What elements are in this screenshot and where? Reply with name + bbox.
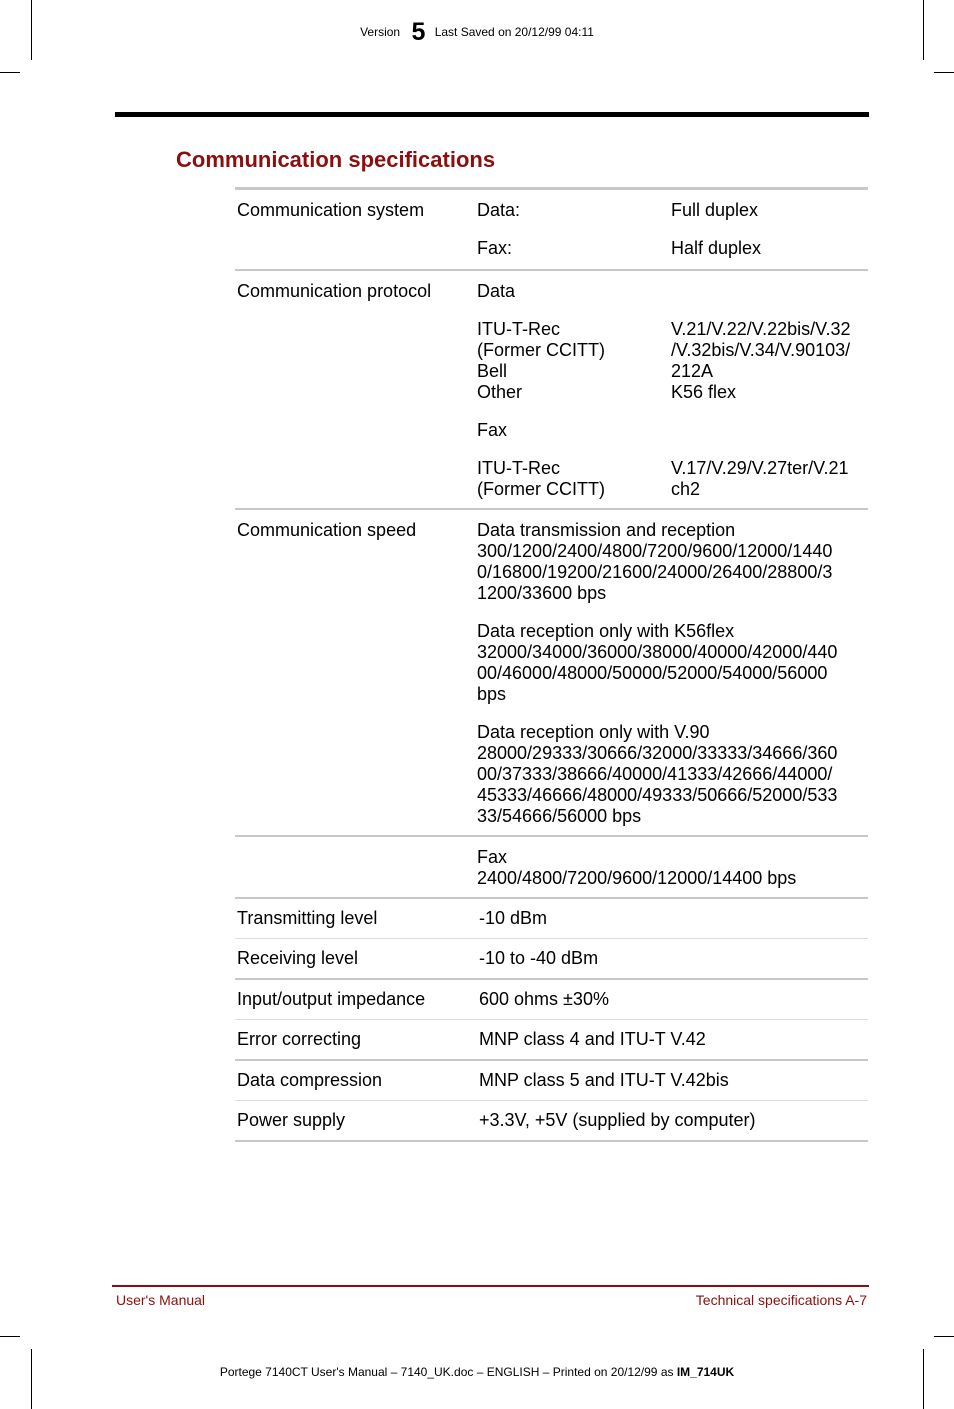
row-label: Input/output impedance — [237, 989, 426, 1009]
row-label: Transmitting level — [237, 908, 378, 928]
cell-label: ITU-T-Rec (Former CCITT) Bell Other — [477, 319, 605, 402]
cell-value: Half duplex — [671, 238, 762, 258]
row-value: +3.3V, +5V (supplied by computer) — [479, 1110, 756, 1130]
table-row — [235, 190, 868, 271]
speed-block: Data reception only with V.90 28000/29333/30666/32000/33333/34666/360 00/37333/38666/40000/41333/42666/44000/ 45333/46666/48000/49333/50666/52000/533 33/54666/56000 bps — [477, 722, 838, 826]
row-label: Receiving level — [237, 948, 359, 968]
crop-mark — [934, 72, 954, 73]
row-value: MNP class 5 and ITU-T V.42bis — [479, 1070, 729, 1090]
top-rule — [115, 112, 869, 117]
print-line — [0, 1365, 954, 1379]
crop-mark — [934, 1336, 954, 1337]
table-row — [235, 271, 868, 510]
cell-label: Data: — [477, 200, 521, 220]
last-saved-text: Last Saved on 20/12/99 04:11 — [434, 25, 594, 39]
table-row — [235, 899, 868, 939]
table-row — [235, 980, 868, 1020]
crop-mark — [0, 72, 20, 73]
row-label: Data compression — [237, 1070, 383, 1090]
print-line-text: Portege 7140CT User's Manual – 7140_UK.doc – ENGLISH – Printed on 20/12/99 as — [219, 1365, 677, 1379]
cell-value: Full duplex — [671, 200, 759, 220]
version-header — [0, 18, 954, 47]
print-line-code: IM_714UK — [676, 1365, 735, 1379]
crop-mark — [31, 1349, 32, 1409]
cell-heading: Fax — [477, 420, 508, 440]
cell-value: V.17/V.29/V.27ter/V.21 ch2 — [671, 458, 849, 499]
table-row — [235, 1020, 868, 1061]
row-label: Communication speed — [237, 520, 417, 540]
cell-label: ITU-T-Rec (Former CCITT) — [477, 458, 605, 499]
cell-label: Fax: — [477, 238, 513, 258]
table-row — [235, 939, 868, 980]
table-row — [235, 1061, 868, 1101]
crop-mark — [0, 1336, 20, 1337]
crop-mark — [923, 1349, 924, 1409]
row-label: Error correcting — [237, 1029, 362, 1049]
version-number: 5 — [411, 18, 426, 46]
section-title: Communication specifications — [176, 147, 496, 172]
row-value: MNP class 4 and ITU-T V.42 — [479, 1029, 706, 1049]
cell-value: V.21/V.22/V.22bis/V.32 /V.32bis/V.34/V.90103/ 212A K56 flex — [671, 319, 851, 402]
fax-speed-block: Fax 2400/4800/7200/9600/12000/14400 bps — [477, 847, 797, 888]
row-label: Power supply — [237, 1110, 346, 1130]
table-row — [235, 510, 868, 837]
row-label: Communication protocol — [237, 281, 432, 301]
row-value: -10 to -40 dBm — [479, 948, 599, 968]
row-value: -10 dBm — [479, 908, 548, 928]
row-label: Communication system — [237, 200, 425, 220]
footer-rule — [112, 1285, 869, 1287]
table-row — [235, 1101, 868, 1142]
speed-block: Data transmission and reception 300/1200/2400/4800/7200/9600/12000/1440 0/16800/19200/21600/24000/26400/28800/3 1200/33600 bps — [477, 520, 833, 603]
spec-table — [235, 187, 868, 1142]
footer-left: User's Manual — [116, 1292, 206, 1308]
speed-block: Data reception only with K56flex 32000/34000/36000/38000/40000/42000/440 00/46000/48000/50000/52000/54000/56000 bps — [477, 621, 838, 704]
row-value: 600 ohms ±30% — [479, 989, 609, 1009]
table-row — [235, 837, 868, 899]
cell-heading: Data — [477, 281, 516, 301]
version-label: Version — [360, 25, 401, 39]
footer-right: Technical specifications A-7 — [695, 1292, 867, 1308]
